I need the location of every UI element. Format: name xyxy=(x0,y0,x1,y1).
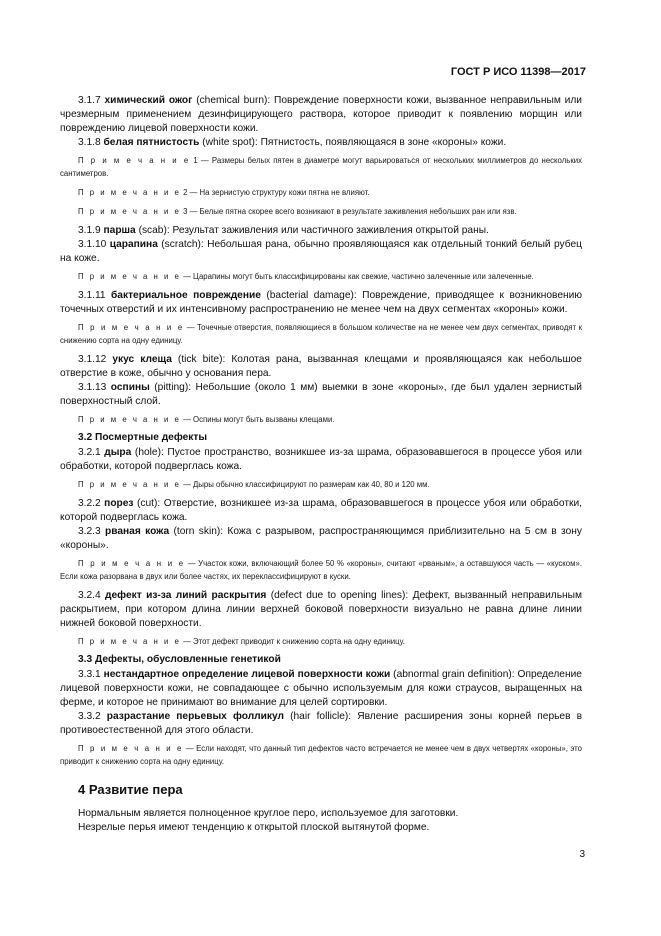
item-3-2-4: 3.2.4 дефект из-за линий раскрытия (defect due to opening lines): Дефект, вызванный неправильным раскрытием, при котором длина линии верхней боковой поверхности визуально не равна длине линии нижней боковой поверхности. xyxy=(60,590,582,629)
term: порез xyxy=(104,498,134,509)
item-3-1-8: 3.1.8 белая пятнистость (white spot): Пятнистость, появляющаяся в зоне «короны» кожи. xyxy=(78,137,507,148)
term: оспины xyxy=(110,382,150,393)
item-3-3-2: 3.3.2 разрастание перьевых фолликул (hair follicle): Явление расширения зоны корней перьев в противоестественной для этого области. xyxy=(60,711,583,736)
item-3-2-1: 3.2.1 дыра (hole): Пустое пространство, возникшее из-за шрама, образовавшегося в процессе убоя или обработки, которой подверглась кожа. xyxy=(60,447,582,472)
item-3-1-7: 3.1.7 химический ожог (chemical burn): Повреждение поверхности кожи, вызванное неправильным или чрезмерным применением дезинфицирующего раствора, которое приводит к появлению морщин или повреждению лицевой поверхности кожи. xyxy=(60,95,582,134)
note: П р и м е ч а н и е 3 — Белые пятна скорее всего возникают в результате заживления небольших ран или язв. xyxy=(78,207,517,216)
item-3-1-12: 3.1.12 укус клеща (tick bite): Колотая рана, вызванная клещами и проявляющаяся как небольшое отверстие в коже, обычно у основания пера. xyxy=(60,354,582,379)
term: бактериальное повреждение xyxy=(111,290,261,301)
term: химический ожог xyxy=(104,95,193,106)
term: нестандартное определение лицевой поверхности кожи xyxy=(103,669,391,680)
section-heading-4: 4 Развитие пера xyxy=(78,782,183,797)
note: П р и м е ч а н и е — Участок кожи, включающий более 50 % «короны», считают «рваным», а оставшуюся часть — «куском». Если кожа разорвана в двух или более частях, их переклассифицируют в куски. xyxy=(60,559,582,581)
section-4-paragraph: Незрелые перья имеют тенденцию к открытой плоской вытянутой форме. xyxy=(78,822,430,833)
item-3-2-2: 3.2.2 порез (cut): Отверстие, возникшее из-за шрама, образовавшегося в процессе убоя или обработки, которой подверглась кожа. xyxy=(60,498,582,523)
page-content xyxy=(60,94,582,835)
note: П р и м е ч а н и е — Точечные отверстия, появляющиеся в большом количестве на не менее чем двух сегментах, приводят к снижению сорта на одну единицу. xyxy=(60,323,582,345)
note: П р и м е ч а н и е — Этот дефект приводит к снижению сорта на одну единицу. xyxy=(78,637,405,646)
section-4-paragraph: Нормальным является полноценное круглое перо, используемое для заготовки. xyxy=(78,808,459,819)
item-3-1-10: 3.1.10 царапина (scratch): Небольшая рана, обычно проявляющаяся как отдельный тонкий белый рубец на коже. xyxy=(60,239,582,264)
note: П р и м е ч а н и е — Царапины могут быть классифицированы как свежие, частично залеченные или залеченные. xyxy=(78,272,534,281)
section-heading-3-2: 3.2 Посмертные дефекты xyxy=(78,432,208,443)
note: П р и м е ч а н и е — Оспины могут быть вызваны клещами. xyxy=(78,415,335,424)
item-3-1-13: 3.1.13 оспины (pitting): Небольшие (около 1 мм) выемки в зоне «короны», где был удален зернистый поверхностный слой. xyxy=(60,382,582,407)
page-number: 3 xyxy=(579,849,585,860)
item-3-2-3: 3.2.3 рваная кожа (torn skin): Кожа с разрывом, распространяющимся приблизительно на 5 см в зону «короны». xyxy=(60,526,582,551)
term: дефект из-за линий раскрытия xyxy=(105,590,267,601)
term: укус клеща xyxy=(112,354,172,365)
item-3-1-9: 3.1.9 парша (scab): Результат заживления или частичного заживления открытой раны. xyxy=(78,225,489,236)
note: П р и м е ч а н и е 2 — На зернистую структуру кожи пятна не влияют. xyxy=(78,188,370,197)
section-heading-3-3: 3.3 Дефекты, обусловленные генетикой xyxy=(78,654,281,665)
term: белая пятнистость xyxy=(103,137,200,148)
note: П р и м е ч а н и е — Дыры обычно классифицируют по размерам как 40, 80 и 120 мм. xyxy=(78,480,430,489)
term: парша xyxy=(103,225,136,236)
item-3-1-11: 3.1.11 бактериальное повреждение (bacterial damage): Повреждение, приводящее к возникновению точечных отверстий и их интенсивному распространению не менее чем на двух сегментах «короны» кожи. xyxy=(60,290,582,315)
item-3-3-1: 3.3.1 нестандартное определение лицевой поверхности кожи (abnormal grain definition): Определение лицевой поверхности кожи, не совпадающее с обычно используемым для кожи страусов, выращенных на ферме, и которое не принимают во внимание для целей сортировки. xyxy=(60,669,582,708)
note: П р и м е ч а н и е — Если находят, что данный тип дефектов часто встречается не менее чем в двух четвертях «короны», это приводит к снижению сорта на одну единицу. xyxy=(60,744,583,766)
term: царапина xyxy=(109,239,158,250)
term: разрастание перьевых фолликул xyxy=(106,711,285,722)
note: П р и м е ч а н и е 1 — Размеры белых пятен в диаметре могут варьироваться от нескольких миллиметров до нескольких сантиметров. xyxy=(60,156,582,178)
standard-code: ГОСТ Р ИСО 11398—2017 xyxy=(450,66,586,78)
term: рваная кожа xyxy=(105,526,170,537)
term: дыра xyxy=(104,447,132,458)
